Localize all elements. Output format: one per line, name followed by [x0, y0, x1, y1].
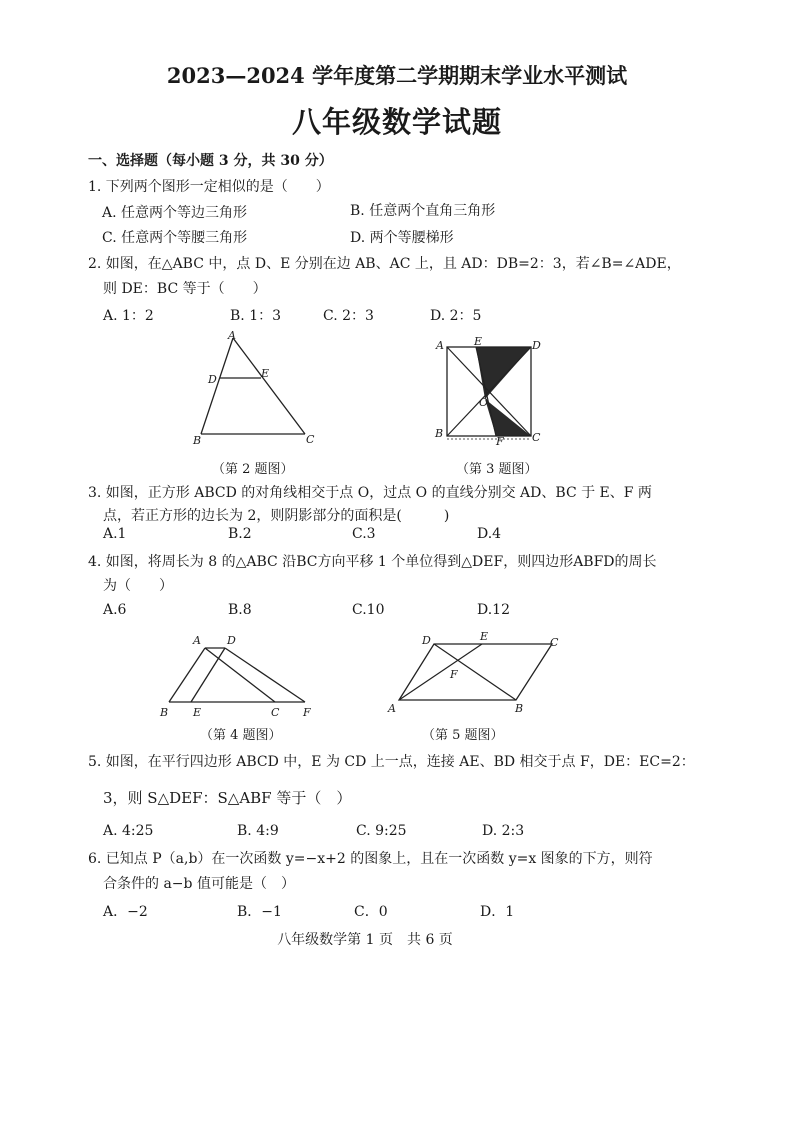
q3-option-c: C.3 — [352, 526, 376, 542]
q4-option-c: C.10 — [352, 602, 385, 618]
fig5-label-b: B — [515, 702, 524, 715]
fig2-label-d: D — [208, 373, 217, 386]
fig3-label-a: A — [436, 339, 444, 352]
exam-subtitle: 八年级数学试题 — [291, 105, 502, 139]
q3-option-d: D.4 — [477, 526, 502, 542]
q6-option-c: C．0 — [354, 904, 388, 920]
q6-option-d: D．1 — [480, 904, 515, 920]
fig5-label-e: E — [480, 630, 489, 643]
q6-stem-line2: 合条件的 a−b 值可能是（ ） — [103, 876, 295, 892]
q2-option-a: A. 1：2 — [103, 308, 154, 324]
q5-option-b: B. 4:9 — [237, 823, 279, 839]
fig4-label-c: C — [271, 706, 280, 719]
fig4-label-d: D — [227, 634, 236, 647]
fig3-label-o: O — [479, 396, 489, 409]
fig4-label-f: F — [303, 706, 311, 719]
fig4-label-b: B — [160, 706, 169, 719]
figure-2-triangle — [188, 328, 323, 448]
q1-option-b: B. 任意两个直角三角形 — [350, 203, 496, 219]
q4-stem-line2: 为（ ） — [103, 578, 173, 594]
page-footer: 八年级数学第 1 页 共 6 页 — [277, 932, 453, 948]
q4-option-d: D.12 — [477, 602, 510, 618]
fig3-label-e: E — [474, 335, 483, 348]
fig3-label-f: F — [496, 435, 504, 448]
q1-stem: 1. 下列两个图形一定相似的是（ ） — [88, 179, 330, 195]
q3-option-b: B.2 — [228, 526, 252, 542]
q3-option-a: A.1 — [103, 526, 127, 542]
fig2-label-c: C — [306, 433, 315, 446]
q4-option-b: B.8 — [228, 602, 252, 618]
q2-option-b: B. 1：3 — [230, 308, 282, 324]
q2-option-c: C. 2：3 — [323, 308, 374, 324]
fig4-label-a: A — [193, 634, 201, 647]
fig5-label-a: A — [388, 702, 396, 715]
fig2-label-e: E — [261, 367, 270, 380]
q5-stem-line2: 3，则 S△DEF：S△ABF 等于（ ） — [103, 789, 352, 807]
fig5-label-c: C — [550, 636, 559, 649]
fig3-label-c: C — [532, 431, 541, 444]
q3-stem-line1: 3. 如图，正方形 ABCD 的对角线相交于点 O，过点 O 的直线分别交 AD、BC 于 E、F 两 — [88, 485, 652, 501]
q2-option-d: D. 2：5 — [430, 308, 482, 324]
q2-stem-line2: 则 DE：BC 等于（ ） — [103, 281, 267, 297]
fig5-caption: （第 5 题图） — [422, 728, 504, 743]
q4-option-a: A.6 — [103, 602, 127, 618]
fig2-caption: （第 2 题图） — [212, 462, 294, 477]
q5-stem-line1: 5. 如图，在平行四边形 ABCD 中，E 为 CD 上一点，连接 AE、BD 相交于点 F，DE：EC=2： — [88, 754, 695, 770]
q4-stem-line1: 4. 如图，将周长为 8 的△ABC 沿BC方向平移 1 个单位得到△DEF，则四边形ABFD的周长 — [88, 554, 657, 570]
q5-option-c: C. 9:25 — [356, 823, 407, 839]
fig3-label-b: B — [435, 427, 444, 440]
fig5-label-d: D — [422, 634, 431, 647]
q3-stem-line2: 点，若正方形的边长为 2，则阴影部分的面积是( ) — [103, 508, 450, 524]
fig3-caption: （第 3 题图） — [456, 462, 538, 477]
q6-stem-line1: 6. 已知点 P（a,b）在一次函数 y=−x+2 的图象上，且在一次函数 y=x 图象的下方，则符 — [88, 851, 653, 867]
q1-option-a: A. 任意两个等边三角形 — [102, 205, 248, 221]
figure-5-parallelogram — [382, 628, 567, 720]
exam-title: 2023—2024 学年度第二学期期末学业水平测试 — [166, 63, 628, 88]
section-heading: 一、选择题（每小题 3 分，共 30 分） — [88, 153, 333, 169]
fig5-label-f: F — [450, 668, 458, 681]
q5-option-d: D. 2:3 — [482, 823, 525, 839]
figure-3-square — [428, 333, 548, 448]
fig3-label-d: D — [532, 339, 541, 352]
fig4-caption: （第 4 题图） — [200, 728, 282, 743]
fig2-label-a: A — [228, 329, 236, 342]
q2-stem-line1: 2. 如图，在△ABC 中，点 D、E 分别在边 AB、AC 上，且 AD：DB=2：3，若∠B=∠ADE， — [88, 256, 681, 272]
q1-option-c: C. 任意两个等腰三角形 — [102, 230, 248, 246]
figure-4-triangles — [155, 630, 320, 722]
q6-option-a: A．−2 — [103, 904, 148, 920]
q1-option-d: D. 两个等腰梯形 — [350, 230, 454, 246]
fig2-label-b: B — [193, 434, 202, 447]
q5-option-a: A. 4:25 — [103, 823, 154, 839]
q6-option-b: B．−1 — [237, 904, 282, 920]
fig4-label-e: E — [193, 706, 202, 719]
